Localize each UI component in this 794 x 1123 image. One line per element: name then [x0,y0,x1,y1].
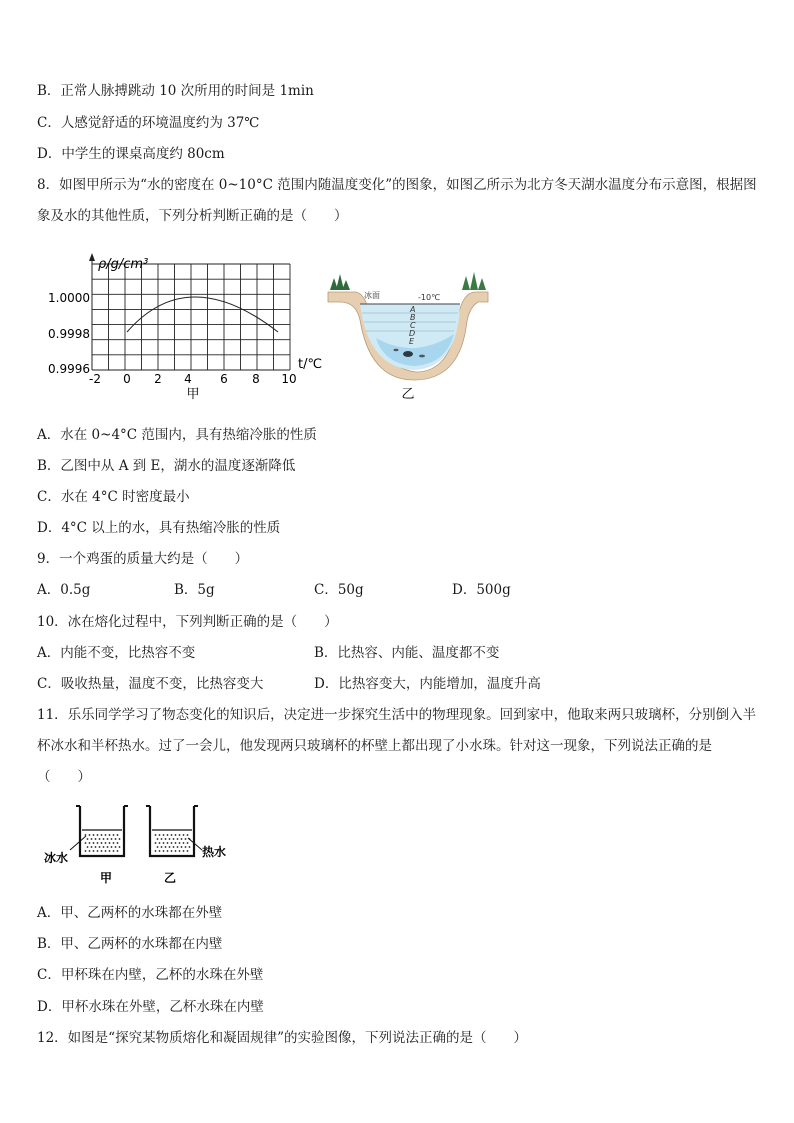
layer-label-a: A [410,305,416,314]
q10-option-c: C．吸收热量，温度不变，比热容变大 [37,676,264,692]
q9-option-c: C．50g [314,582,364,598]
x-tick-6: 8 [252,372,260,386]
layer-label-e: E [409,337,415,346]
x-tick-7: 10 [281,372,297,386]
q9-option-b: B．5g [174,582,215,598]
tree-icon-right [462,272,486,290]
q9-stem: 9．一个鸡蛋的质量大约是（ ） [37,551,249,567]
ice-water-dots [85,834,121,852]
figure-caption-yi: 乙 [401,387,415,402]
layer-label-d: D [409,329,416,338]
y-axis-label: ρ/g/cm³ [98,257,149,272]
q11-option-b: B．甲、乙两杯的水珠都在内壁 [37,936,223,952]
y-tick-1: 1.0000 [48,291,90,305]
q12-stem: 12．如图是“探究某物质熔化和凝固规律”的实验图像，下列说法正确的是（ ） [37,1030,527,1046]
x-tick-1: -2 [89,372,101,386]
beaker-caption-yi: 乙 [163,871,177,885]
q11-option-c: C．甲杯珠在内壁，乙杯的水珠在外壁 [37,967,264,983]
hot-water-dots [155,834,191,852]
q8-option-b: B．乙图中从 A 到 E，湖水的温度逐渐降低 [37,458,296,474]
beaker-caption-jia: 甲 [99,871,113,885]
x-axis-label: t/℃ [298,357,323,372]
q11-option-a: A．甲、乙两杯的水珠都在外壁 [37,905,223,921]
fish-icon [419,355,425,358]
y-tick-2: 0.9998 [48,327,90,341]
x-tick-4: 4 [184,372,192,386]
air-temperature-label: -10℃ [418,293,441,302]
q10-option-b: B．比热容、内能、温度都不变 [314,645,500,661]
q11-stem: 11．乐乐同学学习了物态变化的知识后，决定进一步探究生活中的物理现象。回到家中，他取来两只玻璃杯，分别倒入半杯冰水和半杯热水。过了一会儿，他发现两只玻璃杯的杯壁上都出现了小水珠。针对这一现象，下列说法正确的是（ ） [37,707,757,785]
q8-lake-diagram [326,268,491,403]
layer-label-c: C [410,321,416,330]
q8-option-d: D．4°C 以上的水，具有热缩冷胀的性质 [37,520,281,536]
density-curve [127,297,278,332]
q8-option-a: A．水在 0~4°C 范围内，具有热缩冷胀的性质 [37,427,317,443]
figure-caption-jia: 甲 [186,387,200,402]
q10-option-d: D．比热容变大，内能增加，温度升高 [314,676,541,692]
rock-icon [403,351,413,357]
q7-option-d: D．中学生的课桌高度约 80cm [37,146,225,162]
x-tick-2: 0 [123,372,131,386]
hot-water-label: 热水 [202,845,227,859]
x-tick-3: 2 [154,372,162,386]
layer-label-b: B [410,313,416,322]
y-tick-3: 0.9996 [48,362,90,376]
q11-option-d: D．甲杯水珠在外壁，乙杯水珠在内壁 [37,999,264,1015]
x-tick-5: 6 [220,372,228,386]
q7-option-b: B．正常人脉搏跳动 10 次所用的时间是 1min [37,83,314,99]
q10-option-a: A．内能不变，比热容不变 [37,645,196,661]
q8-density-graph [40,252,340,402]
tree-icon-left [330,274,350,290]
q9-option-d: D．500g [452,582,511,598]
ice-water-label: 冰水 [44,851,69,865]
q7-option-c: C．人感觉舒适的环境温度约为 37℃ [37,115,260,131]
q10-stem: 10．冰在熔化过程中，下列判断正确的是（ ） [37,614,338,630]
ice-surface-label: 冰面 [364,291,380,300]
q11-beakers-figure [40,800,240,892]
q9-option-a: A．0.5g [37,582,91,598]
q8-stem: 8．如图甲所示为“水的密度在 0~10°C 范围内随温度变化”的图象，如图乙所示为北方冬天湖水温度分布示意图，根据图象及水的其他性质，下列分析判断正确的是（ ） [37,177,757,224]
q8-option-c: C．水在 4°C 时密度最小 [37,489,190,505]
